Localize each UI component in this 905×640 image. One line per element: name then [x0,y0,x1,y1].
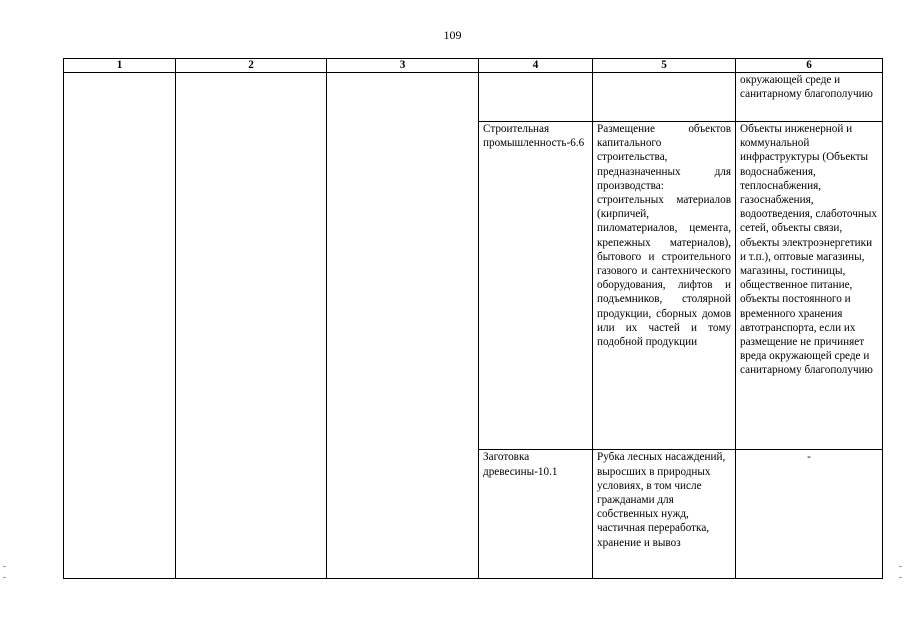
column-header-3: 3 [327,59,479,73]
scan-margin-mark-right [899,566,902,578]
column-header-5: 5 [593,59,736,73]
cell-land-use-description: Рубка лесных насаждений, выросших в природных условиях, в том числе гражданами для собственных нужд, частичная переработка, хранение и вывоз [593,450,736,579]
cell-col3-empty [327,73,479,579]
page-number: 109 [443,28,462,42]
cell-land-use-type: Заготовка древесины-10.1 [479,450,593,579]
table-row [64,73,883,122]
cell-permitted-objects: - [736,450,883,579]
column-header-1: 1 [64,59,176,73]
cell-col4-empty [479,73,593,122]
column-header-6: 6 [736,59,883,73]
cell-permitted-objects: Объекты инженерной и коммунальной инфраструктуры (Объекты водоснабжения, теплоснабжения, газоснабжения, водоотведения, слаботочных сетей, объекты связи, объекты электроэнергетики и т.п.), оптовые магазины, магазины, гостиницы, общественное питание, объекты постоянного и временного хранения автотранспорта, если их размещение не причиняет вреда окружающей среде и санитарному благополучию [736,122,883,450]
cell-col2-empty [176,73,327,579]
table-header-row [64,59,883,73]
cell-col1-empty [64,73,176,579]
cell-land-use-type: Строительная промышленность-6.6 [479,122,593,450]
land-use-table [63,58,883,579]
cell-col6-continuation: окружающей среде и санитарному благополучию [736,73,883,122]
column-header-2: 2 [176,59,327,73]
scan-margin-mark-left [3,566,6,578]
column-header-4: 4 [479,59,593,73]
cell-land-use-description: Размещение объектов капитального строительства, предназначенных для производства: строительных материалов (кирпичей, пиломатериалов, цемента, крепежных материалов), бытового и строительного газового и сантехнического оборудования, лифтов и подъемников, столярной продукции, сборных домов или их частей и тому подобной продукции [593,122,736,450]
cell-col5-empty [593,73,736,122]
